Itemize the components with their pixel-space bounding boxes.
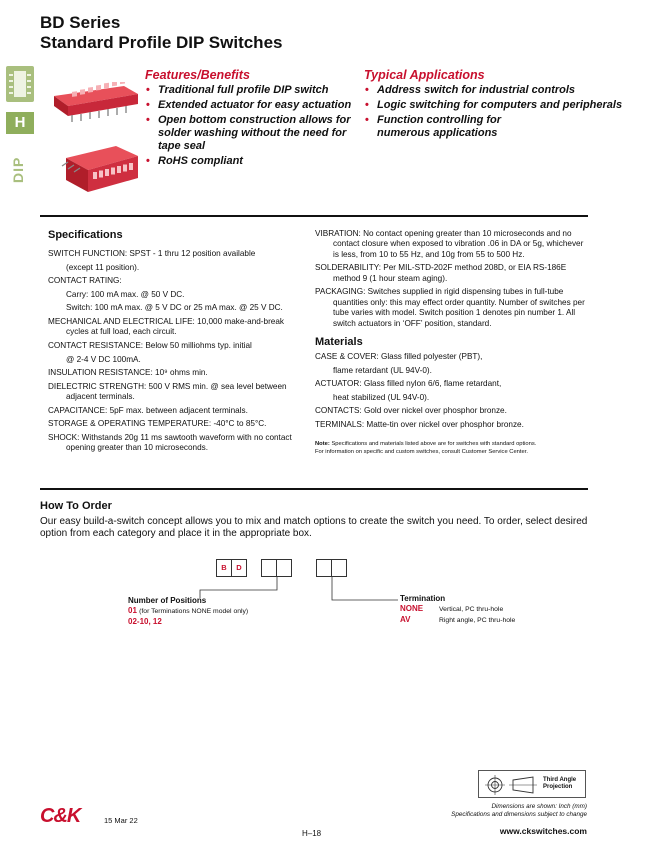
feature-item: • RoHS compliant <box>145 155 360 168</box>
features-heading: Features/Benefits <box>145 68 250 82</box>
note-text: Specifications and materials listed above are for switches with standard options. <box>331 441 537 447</box>
pos-code-01: 01 <box>128 606 137 615</box>
projection-icon <box>483 774 539 796</box>
positions-block <box>128 596 248 627</box>
title-line-2: Standard Profile DIP Switches <box>40 33 283 52</box>
section-letter: H <box>6 112 34 134</box>
website-link[interactable]: www.ckswitches.com <box>499 826 587 836</box>
application-item: • Address switch for industrial controls <box>364 84 626 97</box>
spec-switch: Switch: 100 mA max. @ 5 V DC or 25 mA max. @ 25 V DC. <box>66 303 283 313</box>
spec-contact-rating: CONTACT RATING: <box>48 276 122 286</box>
material-terminals: TERMINALS: Matte-tin over nickel over phosphor bronze. <box>315 419 524 429</box>
order-box-d: D <box>231 559 247 577</box>
footer-dimensions-note <box>451 803 587 819</box>
title-line-1: BD Series <box>40 13 121 32</box>
spec-packaging: PACKAGING: Switches supplied in rigid dispensing tubes in full-tube quantities only: this may effect order quantity. Number of switches per tube varies with model. Switch position 1 denotes pin number 1. All switch actuators in ‘OFF’ position, standard. <box>315 287 585 328</box>
spec-contact-resistance: CONTACT RESISTANCE: Below 50 milliohms typ. initial <box>48 340 252 350</box>
footer-dims-1: Dimensions are shown: Inch (mm) <box>491 803 587 810</box>
spec-switch-function: SWITCH FUNCTION: SPST - 1 thru 12 position available <box>48 249 256 258</box>
term-code-none: NONE <box>400 604 424 613</box>
feature-item: • Extended actuator for easy actuation <box>145 99 360 112</box>
spec-mech-life: MECHANICAL AND ELECTRICAL LIFE: 10,000 make-and-break cycles at full load, each circuit. <box>48 316 285 337</box>
pos-code-02-12: 02-10, 12 <box>128 617 162 626</box>
ck-logo: C&K <box>40 805 81 827</box>
term-code-av: AV <box>400 615 411 624</box>
positions-heading: Number of Positions <box>128 596 207 605</box>
note-text-2: For information on specific and custom switches, consult Customer Service Center. <box>315 448 528 455</box>
projection-line-2: Projection <box>543 784 573 790</box>
term-desc-none: Vertical, PC thru-hole <box>439 606 504 613</box>
spec-shock: SHOCK: Withstands 20g 11 ms sawtooth waveform with no contact opening greater than 10 microseconds. <box>48 432 292 453</box>
term-desc-av: Right angle, PC thru-hole <box>439 617 516 624</box>
spec-switch-function-2: (except 11 position). <box>66 262 140 272</box>
order-box-b: B <box>216 559 232 577</box>
projection-line-1: Third Angle <box>543 777 577 783</box>
spec-storage: STORAGE & OPERATING TEMPERATURE: -40°C to 85°C. <box>48 419 267 429</box>
spec-capacitance: CAPACITANCE: 5pF max. between adjacent terminals. <box>48 405 248 415</box>
material-contacts: CONTACTS: Gold over nickel over phosphor bronze. <box>315 406 507 416</box>
spec-vibration: VIBRATION: No contact opening greater than 10 microseconds and no contact closure when exposed to vibration .06 in DA or 5g, whichever is less, from 10 to 55 Hz, and 10g from 55 to 500 Hz. <box>315 229 584 259</box>
application-item: • Function controlling for numerous applications <box>364 114 514 140</box>
specifications-heading: Specifications <box>48 229 123 241</box>
spec-carry: Carry: 100 mA max. @ 50 V DC. <box>66 289 185 299</box>
applications-heading: Typical Applications <box>364 68 485 82</box>
materials-heading: Materials <box>315 336 363 348</box>
footer-dims-2: Specifications and dimensions subject to change <box>451 811 587 818</box>
third-angle-projection <box>478 770 586 798</box>
pos-desc-01: (for Terminations NONE model only) <box>139 608 249 615</box>
application-item: • Logic switching for computers and peripherals <box>364 99 626 112</box>
section-category: DIP <box>10 156 26 183</box>
material-actuator-2: heat stabilized (UL 94V-0). <box>333 392 430 402</box>
feature-item: • Traditional full profile DIP switch <box>145 84 360 97</box>
how-to-order-heading: How To Order <box>40 500 112 512</box>
termination-block <box>400 594 515 626</box>
termination-heading: Termination <box>400 594 446 603</box>
material-actuator: ACTUATOR: Glass filled nylon 6/6, flame retardant, <box>315 379 502 389</box>
spec-solderability: SOLDERABILITY: Per MIL-STD-202F method 208D, or EIA RS-186E method 9 (1 hour steam aging). <box>315 263 567 283</box>
how-to-order-text: Our easy build-a-switch concept allows you to mix and match options to create the switch you need. To order, select desired option from each category and place it in the appropriate box. <box>40 516 588 539</box>
footer-date: 15 Mar 22 <box>104 816 138 825</box>
feature-item: • Open bottom construction allows for solder washing without the need for tape seal <box>145 114 360 153</box>
spec-contact-resistance-2: @ 2-4 V DC 100mA. <box>66 354 141 364</box>
spec-insulation-resistance: INSULATION RESISTANCE: 10⁹ ohms min. <box>48 368 208 378</box>
spec-dielectric: DIELECTRIC STRENGTH: 500 V RMS min. @ sea level between adjacent terminals. <box>48 381 287 402</box>
material-case-2: flame retardant (UL 94V-0). <box>333 365 432 375</box>
page-number: H–18 <box>302 829 322 838</box>
material-case: CASE & COVER: Glass filled polyester (PBT), <box>315 352 483 361</box>
note-label: Note: <box>315 441 330 447</box>
